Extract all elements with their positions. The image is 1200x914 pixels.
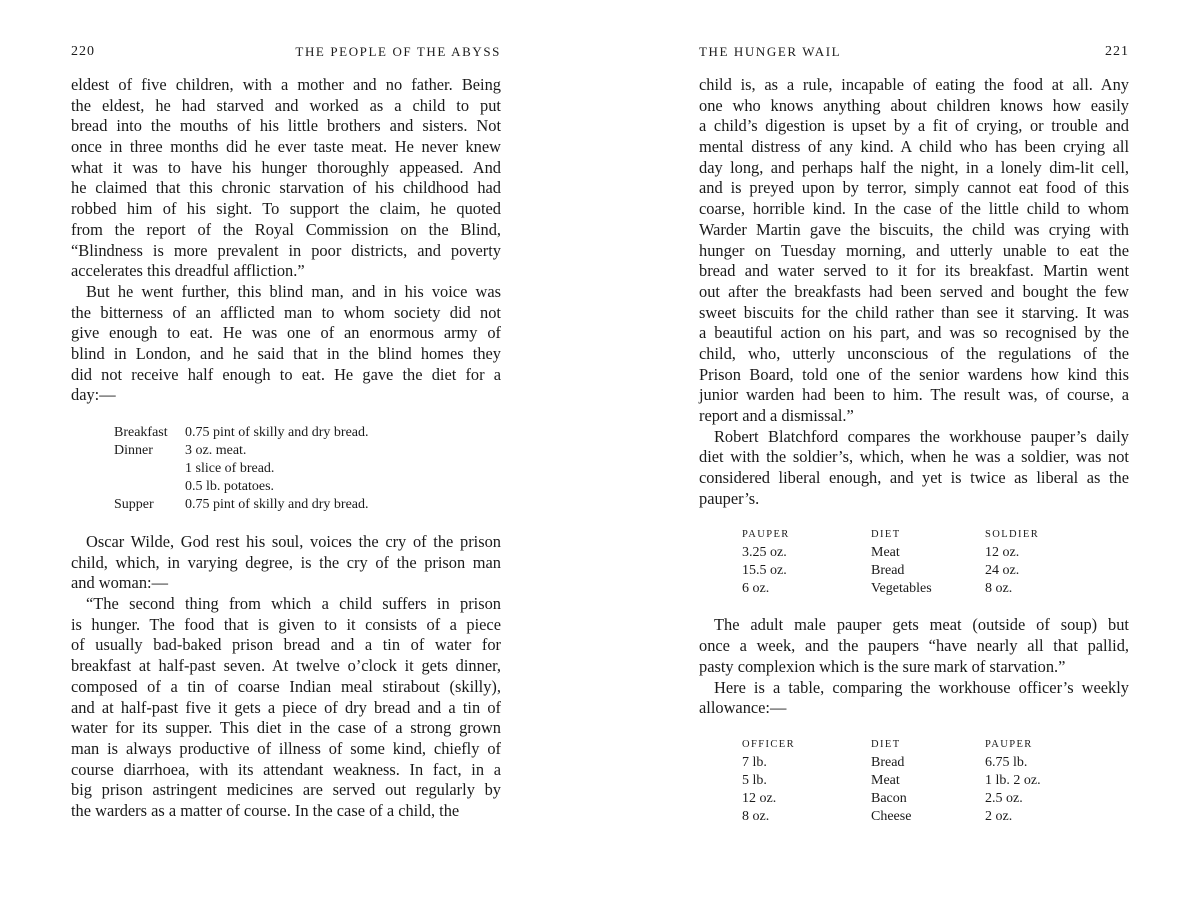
text-line: day long, and perhaps half the night, in a lonely dim-lit cell,: [699, 157, 1129, 177]
meal-cell: [114, 478, 185, 496]
running-head-title: THE HUNGER WAIL: [699, 44, 842, 59]
table-cell: 2.5 oz.: [985, 790, 1023, 806]
meal-cell: Dinner: [114, 443, 153, 458]
text-line: child is, as a rule, incapable of eating the food at all. Any: [699, 75, 1129, 94]
table-cell: 2 oz.: [985, 808, 1013, 824]
table-cell: 6 oz.: [742, 581, 770, 597]
text-line: bread into the mouths of his little brothers and sisters. Not: [71, 116, 501, 136]
table-cell: 12 oz.: [985, 545, 1020, 561]
text-line: Here is a table, comparing the workhouse officer’s weekly: [714, 677, 1129, 697]
diet-table: [114, 424, 369, 514]
item-cell: 3 oz. meat.: [185, 443, 247, 458]
table-row: [742, 808, 1041, 826]
table-row: [742, 544, 1039, 562]
table-row: [114, 496, 369, 514]
text-line: once in three months did he ever taste meat. He never knew: [71, 137, 501, 157]
text-line: diet with the soldier’s, which, when he was a soldier, was not: [699, 447, 1129, 467]
table-cell: 24 oz.: [985, 563, 1020, 579]
text-line: is hunger. The food that is given to it consists of a piece: [71, 614, 501, 634]
running-head-title: THE PEOPLE OF THE ABYSS: [295, 44, 501, 59]
column-header: PAUPER: [742, 529, 790, 541]
table-row: [742, 772, 1041, 790]
text-line: composed of a tin of coarse Indian meal stirabout (skilly),: [71, 676, 501, 696]
page-body: [699, 75, 1129, 826]
text-line: Robert Blatchford compares the workhouse pauper’s daily: [714, 426, 1129, 446]
table-cell: 5 lb.: [742, 772, 767, 788]
column-header: SOLDIER: [985, 529, 1040, 541]
text-line: But he went further, this blind man, and in his voice was: [86, 281, 501, 301]
text-line: give enough to eat. He was one of an enormous army of: [71, 323, 501, 343]
meal-cell: Supper: [114, 497, 154, 512]
text-line: out after the breakfasts had been served and bought the few: [699, 281, 1129, 301]
column-header: DIET: [871, 529, 901, 541]
text-line: considered liberal enough, and yet is twice as liberal as the: [699, 468, 1129, 488]
paragraph: [699, 678, 1129, 719]
text-line: from the report of the Royal Commission on the Blind,: [71, 219, 501, 239]
text-line: what it was to have his hunger thoroughly appeased. And: [71, 157, 501, 177]
table-header-row: [742, 736, 1041, 754]
text-line: robbed him of his sight. To support the claim, he quoted: [71, 199, 501, 219]
table-row: [114, 478, 369, 496]
item-cell: 0.75 pint of skilly and dry bread.: [185, 497, 369, 512]
text-line: child, who, utterly unconscious of the regulations of the: [699, 343, 1129, 363]
text-line: course diarrhoea, with its attendant weakness. In fact, in a: [71, 759, 501, 779]
page-body: [71, 75, 501, 822]
text-line: water for its supper. This diet in the case of a strong grown: [71, 718, 501, 738]
text-line: report and a dismissal.”: [699, 406, 854, 425]
column-header: OFFICER: [742, 738, 795, 750]
text-line: the eldest, he had starved and worked as a child to put: [71, 95, 501, 115]
text-line: a beautiful action on his part, and was so recognised by the: [699, 323, 1129, 343]
text-line: junior warden had been to him. The result was, of course, a: [699, 385, 1129, 405]
column-header: PAUPER: [985, 738, 1033, 750]
text-line: eldest of five children, with a mother and no father. Being: [71, 75, 501, 94]
page-number: 221: [1105, 44, 1129, 59]
table-cell: 8 oz.: [742, 808, 770, 824]
table-cell: 6.75 lb.: [985, 754, 1028, 770]
text-line: mental distress of any kind. A child who has been crying all: [699, 137, 1129, 157]
page-number: 220: [71, 44, 95, 59]
table-cell: 7 lb.: [742, 754, 767, 770]
running-head: [699, 44, 1129, 62]
paragraph: [71, 532, 501, 594]
table-row: [742, 790, 1041, 808]
table-cell: Bacon: [871, 790, 907, 806]
text-line: day:—: [71, 385, 116, 405]
table-row: [742, 562, 1039, 580]
text-line: pasty complexion which is the sure mark of starvation.”: [699, 656, 1066, 676]
text-line: and woman:—: [71, 573, 168, 593]
meal-cell: [114, 460, 185, 478]
table-row: [742, 580, 1039, 598]
spacer: [699, 598, 1129, 615]
table-cell: Meat: [871, 545, 900, 561]
table-cell: Cheese: [871, 808, 912, 824]
text-line: Warder Martin gave the biscuits, the child was crying with: [699, 219, 1129, 239]
text-line: man is always productive of illness of some kind, chiefly of: [71, 738, 501, 758]
text-line: pauper’s.: [699, 488, 760, 508]
text-line: the warders as a matter of course. In the case of a child, the: [71, 800, 460, 820]
table-cell: Bread: [871, 563, 905, 579]
table-cell: 1 lb. 2 oz.: [985, 772, 1041, 788]
text-line: big prison astringent medicines are served out regularly by: [71, 780, 501, 800]
text-line: and at half-past five it gets a piece of dry bread and a tin of: [71, 697, 501, 717]
spacer: [699, 509, 1129, 526]
paragraph: [71, 75, 501, 282]
table-cell: 12 oz.: [742, 790, 777, 806]
text-line: breakfast at half-past seven. At twelve o’clock it gets dinner,: [71, 656, 501, 676]
paragraph: [699, 615, 1129, 677]
item-cell: 1 slice of bread.: [185, 461, 275, 476]
text-line: he claimed that this chronic starvation of his childhood had: [71, 178, 501, 198]
text-line: bread and water served to it for its breakfast. Martin went: [699, 261, 1129, 281]
text-line: did not receive half enough to eat. He gave the diet for a: [71, 364, 501, 384]
paragraph: [699, 427, 1129, 510]
running-head: [71, 44, 501, 62]
text-line: and is preyed upon by terror, simply cannot eat food of this: [699, 178, 1129, 198]
table-row: [114, 460, 369, 478]
text-line: sweet biscuits for the child rather than see it starving. It was: [699, 302, 1129, 322]
text-line: a child’s digestion is upset by a fit of crying, or trouble and: [699, 116, 1129, 136]
spacer: [699, 719, 1129, 736]
table-row: [114, 442, 369, 460]
text-line: one who knows anything about children knows how easily: [699, 95, 1129, 115]
table-cell: 3.25 oz.: [742, 545, 787, 561]
table-cell: Meat: [871, 772, 900, 788]
text-line: The adult male pauper gets meat (outside of soup) but: [714, 615, 1129, 635]
officer-pauper-table: [742, 736, 1041, 826]
text-line: the bitterness of an afflicted man to whom society did not: [71, 302, 501, 322]
table-row: [114, 424, 369, 442]
quotation-paragraph: [71, 594, 501, 822]
text-line: allowance:—: [699, 698, 787, 718]
paragraph: [71, 282, 501, 406]
table-row: [742, 754, 1041, 772]
item-cell: 0.75 pint of skilly and dry bread.: [185, 425, 369, 440]
text-line: blind in London, and he said that in the blind homes they: [71, 343, 501, 363]
text-line: hunger on Tuesday morning, and utterly unable to eat the: [699, 240, 1129, 260]
item-cell: 0.5 lb. potatoes.: [185, 479, 275, 494]
text-line: “Blindness is more prevalent in poor districts, and poverty: [71, 240, 501, 260]
table-cell: Vegetables: [871, 581, 932, 597]
text-line: once a week, and the paupers “have nearly all that pallid,: [699, 636, 1129, 656]
text-line: “The second thing from which a child suffers in prison: [86, 594, 501, 614]
text-line: coarse, horrible kind. In the case of the little child to whom: [699, 199, 1129, 219]
table-cell: 15.5 oz.: [742, 563, 787, 579]
quotation-paragraph: [699, 75, 1129, 427]
text-line: accelerates this dreadful affliction.”: [71, 261, 305, 281]
text-line: of usually bad-baked prison bread and a tin of water for: [71, 635, 501, 655]
meal-cell: Breakfast: [114, 425, 168, 440]
text-line: Oscar Wilde, God rest his soul, voices the cry of the prison: [86, 532, 501, 551]
pauper-soldier-table: [742, 526, 1039, 598]
text-line: child, which, in varying degree, is the cry of the prison man: [71, 552, 501, 572]
table-cell: 8 oz.: [985, 581, 1013, 597]
column-header: DIET: [871, 738, 901, 750]
table-cell: Bread: [871, 754, 905, 770]
table-header-row: [742, 526, 1039, 544]
text-line: Prison Board, told one of the senior wardens how kind this: [699, 364, 1129, 384]
